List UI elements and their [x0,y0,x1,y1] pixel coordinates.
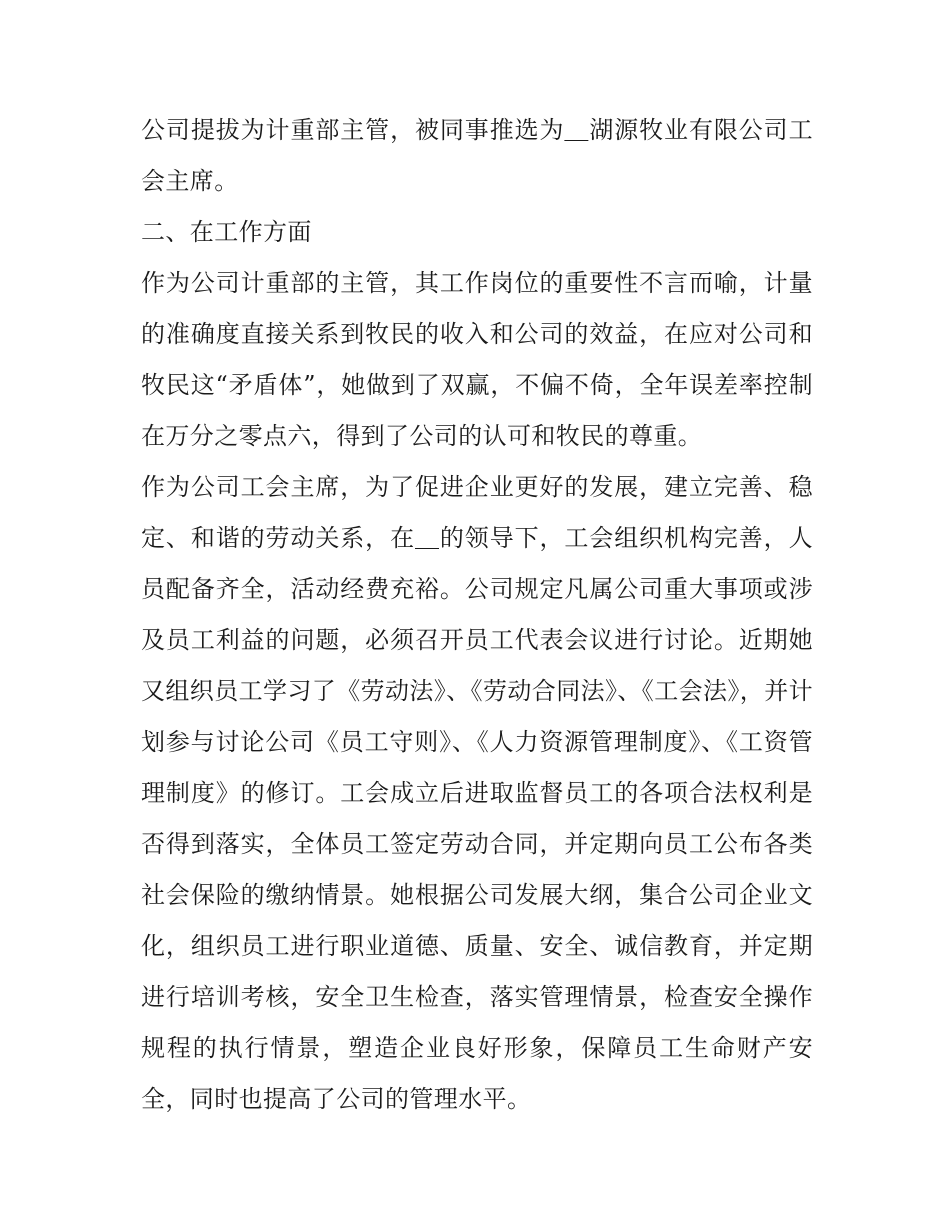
paragraph-weighing-department: 作为公司计重部的主管，其工作岗位的重要性不言而喻，计量的准确度直接关系到牧民的收入和公司的效益，在应对公司和牧民这“矛盾体”，她做到了双赢，不偏不倚，全年误差率控制在万分之零点六，得到了公司的认可和牧民的尊重。 [141,269,813,450]
paragraph-appointment: 公司提拔为计重部主管，被同事推选为＿湖源牧业有限公司工会主席。 [141,116,813,195]
document-body [141,105,813,1125]
section-heading-work: 二、在工作方面 [141,218,312,246]
paragraph-union-chair: 作为公司工会主席，为了促进企业更好的发展，建立完善、稳定、和谐的劳动关系，在＿的领导下，工会组织机构完善，人员配备齐全，活动经费充裕。公司规定凡属公司重大事项或涉及员工利益的问题，必须召开员工代表会议进行讨论。近期她又组织员工学习了《劳动法》、《劳动合同法》、《工会法》，并计划参与讨论公司《员工守则》、《人力资源管理制度》、《工资管理制度》的修订。工会成立后进取监督员工的各项合法权利是否得到落实，全体员工签定劳动合同，并定期向员工公布各类社会保险的缴纳情景。她根据公司发展大纲，集合公司企业文化，组织员工进行职业道德、质量、安全、诚信教育，并定期进行培训考核，安全卫生检查，落实管理情景，检查安全操作规程的执行情景，塑造企业良好形象，保障员工生命财产安全，同时也提高了公司的管理水平。 [141,473,813,1113]
